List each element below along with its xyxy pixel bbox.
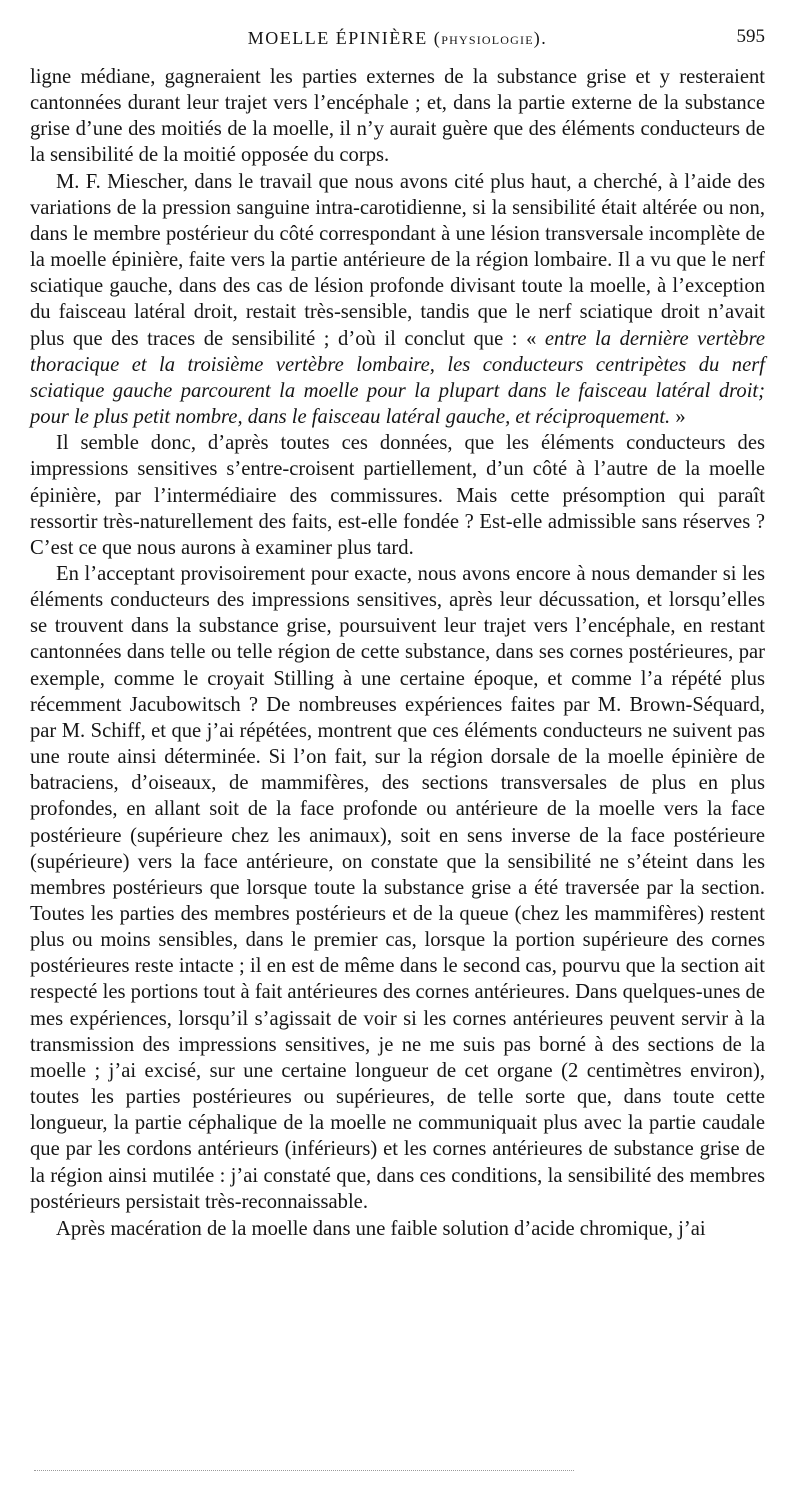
paragraph xyxy=(30,561,765,1215)
paragraph xyxy=(30,1216,765,1242)
book-page xyxy=(30,22,765,1242)
footer-rule xyxy=(34,1470,574,1471)
body-text xyxy=(30,64,765,1242)
running-head-title: MOELLE ÉPINIÈRE xyxy=(247,28,428,48)
running-head-paren-close: ). xyxy=(533,28,548,48)
running-head-subtitle: PHYSIOLOGIE xyxy=(441,33,534,47)
paragraph xyxy=(30,430,765,561)
paragraph xyxy=(30,64,765,169)
quotation-italic: entre la dernière vertèbre thoracique et la troisième vertèbre lombaire, les conducteurs centripètes du nerf sciatique gauche parcourent la moelle pour la plupart dans le faisceau latéral droit; pour le plus petit nombre, dans le faisceau latéral gauche, et réciproquement. xyxy=(30,327,765,429)
paragraph xyxy=(30,169,765,431)
paragraph-text: » xyxy=(670,406,686,429)
running-head-paren-open: ( xyxy=(427,28,442,48)
page-header xyxy=(30,22,765,50)
paragraph-text: M. F. Miescher, dans le travail que nous avons cité plus haut, a cherché, à l’aide des variations de la pression sanguine intra-carotidienne, si la sensibilité était altérée ou non, dans le membre postérieur du côté correspondant à une lésion transversale incomplète de la moelle épinière, faite vers la partie antérieure de la région lombaire. Il a vu que le nerf sciatique gauche, dans des cas de lésion profonde divisant toute la moelle, à l’exception du faisceau latéral droit, restait très-sensible, tandis que le nerf sciatique droit n’avait plus que des traces de sensibilité ; d’où il conclut que : « xyxy=(30,170,765,350)
paragraph-text: ligne médiane, gagneraient les parties externes de la substance grise et y resteraient cantonnées durant leur trajet vers l’encéphale ; et, dans la partie externe de la substance grise d’une des moitiés de la moelle, il n’y aurait guère que des éléments conducteurs de la sensibilité de la moitié opposée du corps. xyxy=(30,66,765,167)
paragraph-text: Après macération de la moelle dans une faible solution d’acide chromique, j’ai xyxy=(56,1217,706,1240)
running-head xyxy=(30,28,765,49)
page-number: 595 xyxy=(736,26,765,47)
paragraph-text: Il semble donc, d’après toutes ces données, que les éléments conducteurs des impressions sensitives s’entre-croisent partiellement, d’un côté à l’autre de la moelle épinière, par l’intermédiaire des commissures. Mais cette présomption qui paraît ressortir très-naturellement des faits, est-elle fondée ? Est-elle admissible sans réserves ? C’est ce que nous aurons à examiner plus tard. xyxy=(30,432,765,559)
paragraph-text: En l’acceptant provisoirement pour exacte, nous avons encore à nous demander si les éléments conducteurs des impressions sensitives, après leur décussation, et lorsqu’elles se trouvent dans la substance grise, poursuivent leur trajet vers l’encéphale, en restant cantonnées dans telle ou telle région de cette substance, dans ses cornes postérieures, par exemple, comme le croyait Stilling à une certaine époque, et comme l’a répété plus récemment Jacubowitsch ? De nombreuses expériences faites par M. Brown-Séquard, par M. Schiff, et que j’ai répétées, montrent que ces éléments conducteurs ne suivent pas une route ainsi déterminée. Si l’on fait, sur la région dorsale de la moelle épinière de batraciens, d’oiseaux, de mammifères, des sections transversales de plus en plus profondes, en allant soit de la face profonde ou antérieure de la moelle vers la face postérieure (supérieure chez les animaux), soit en sens inverse de la face postérieure (supérieure) vers la face antérieure, on constate que la sensibilité ne s’éteint dans les membres postérieurs que lorsque toute la substance grise a été traversée par la section. Toutes les parties des membres postérieurs et de la queue (chez les mammifères) restent plus ou moins sensibles, dans le premier cas, lorsque la portion supérieure des cornes postérieures reste intacte ; il en est de même dans le second cas, pourvu que la section ait respecté les portions tout à fait antérieures des cornes antérieures. Dans quelques-unes de mes expériences, lorsqu’il s’agissait de voir si les cornes antérieures peuvent servir à la transmission des impressions sensitives, je ne me suis pas borné à des sections de la moelle ; j’ai excisé, sur une certaine longueur de cet organe (2 centimètres environ), toutes les parties postérieures ou supérieures, de telle sorte que, dans toute cette longueur, la partie céphalique de la moelle ne communiquait plus avec la partie caudale que par les cordons antérieurs (inférieurs) et les cornes antérieures de substance grise de la région ainsi mutilée : j’ai constaté que, dans ces conditions, la sensibilité des membres postérieurs persistait très-reconnaissable. xyxy=(30,562,765,1213)
